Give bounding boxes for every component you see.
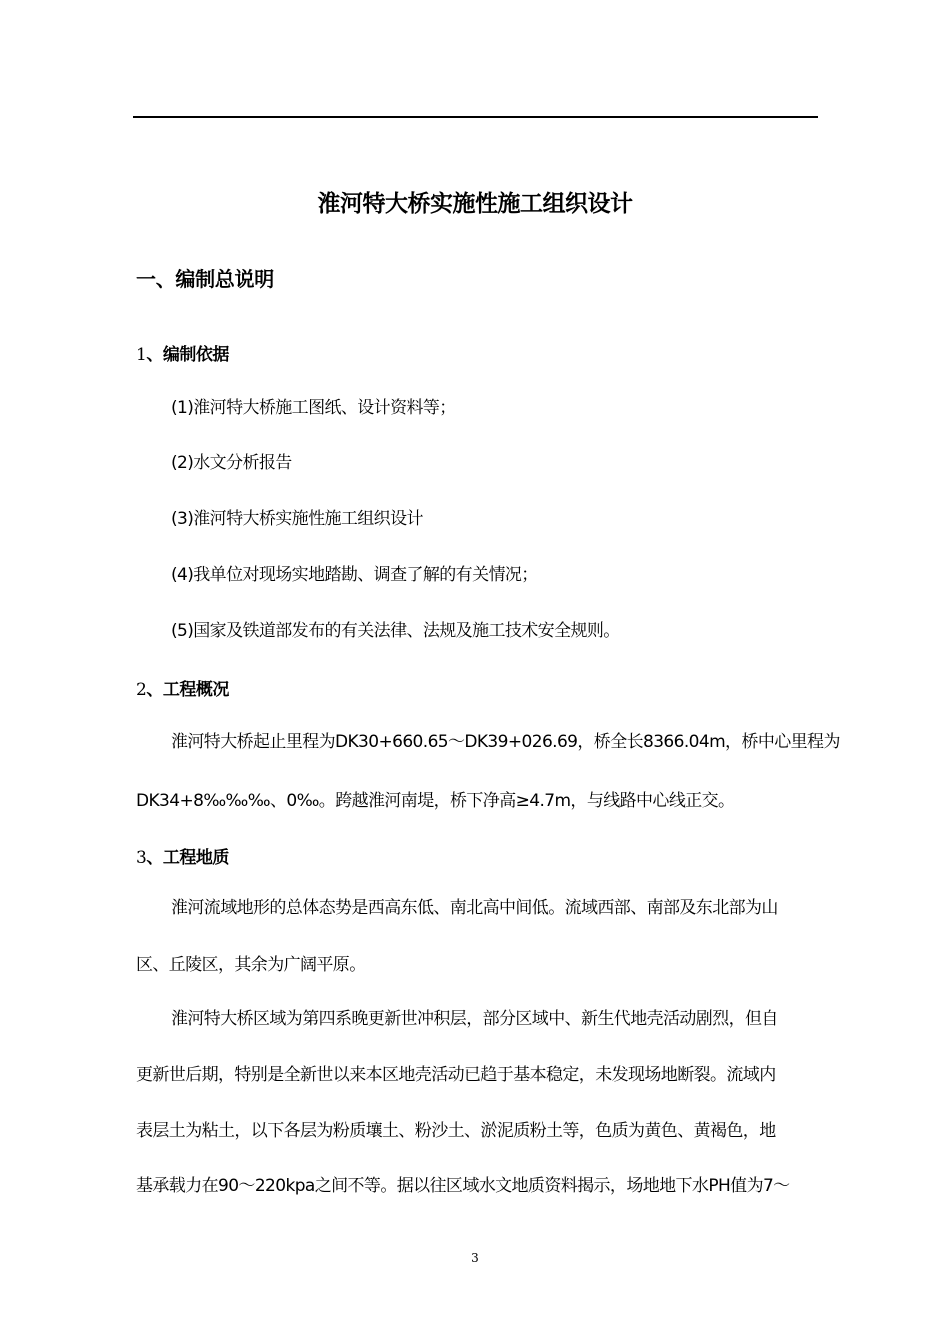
subsection-label: 、编制依据 [146,345,229,365]
header-rule [133,116,818,118]
subsection-number: 2 [136,680,147,700]
paragraph-line: 表层土为粘土，以下各层为粉质壤土、粉沙土、淤泥质粉土等，色质为黄色、黄褐色，地 [136,1121,776,1141]
paragraph-line: 淮河流域地形的总体态势是西高东低、南北高中间低。流域西部、南部及东北部为山 [171,898,778,918]
subsection-heading-basis [136,340,229,365]
paragraph-line: 淮河特大桥起止里程为DK30+660.65～DK39+026.69，桥全长8366.04m，桥中心里程为 [171,732,840,752]
subsection-heading-overview [136,675,229,700]
subsection-number: 3 [136,848,147,868]
subsection-label: 、工程地质 [146,848,229,868]
subsection-number: 1 [136,345,147,365]
paragraph-line: 区、丘陵区，其余为广阔平原。 [136,955,366,975]
list-item: (3)淮河特大桥实施性施工组织设计 [171,509,423,529]
list-item: (5)国家及铁道部发布的有关法律、法规及施工技术安全规则。 [171,621,620,641]
paragraph-line: DK34+8‰‰‰、0‰。跨越淮河南堤，桥下净高≥4.7m，与线路中心线正交。 [136,791,735,811]
paragraph-line: 更新世后期，特别是全新世以来本区地壳活动已趋于基本稳定，未发现场地断裂。流域内 [136,1065,776,1085]
list-item: (1)淮河特大桥施工图纸、设计资料等； [171,398,456,418]
paragraph-line: 基承载力在90～220kpa之间不等。据以往区域水文地质资料揭示，场地地下水PH值为7～ [136,1176,790,1196]
document-title: 淮河特大桥实施性施工组织设计 [317,191,633,217]
subsection-label: 、工程概况 [146,680,229,700]
subsection-heading-geology [136,843,229,868]
page-number: 3 [471,1251,479,1265]
list-item: (4)我单位对现场实地踏勘、调查了解的有关情况； [171,565,538,585]
list-item: (2)水文分析报告 [171,453,292,473]
paragraph-line: 淮河特大桥区域为第四系晚更新世冲积层，部分区域中、新生代地壳活动剧烈，但自 [171,1009,778,1029]
section-heading: 一、编制总说明 [136,267,274,291]
